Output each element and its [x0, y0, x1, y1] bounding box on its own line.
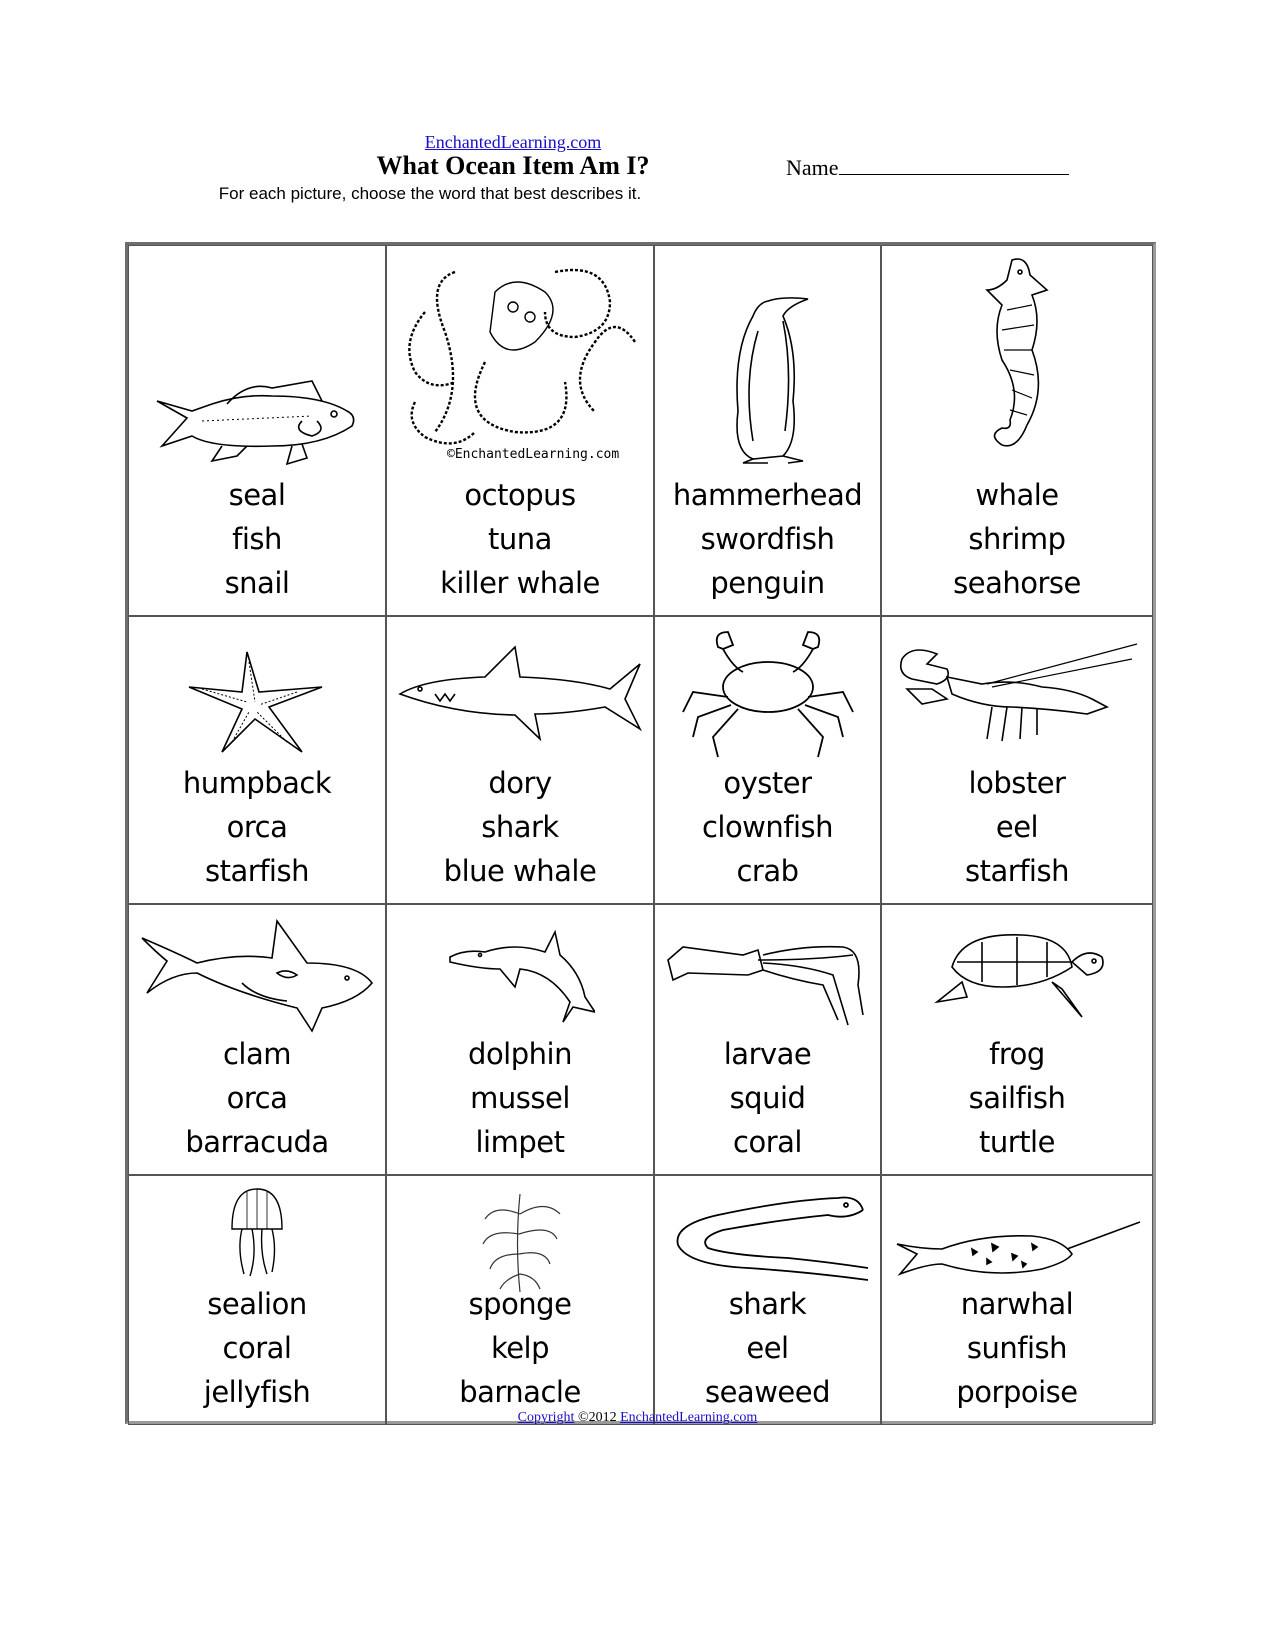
choice-word[interactable]: coral [222, 1331, 292, 1365]
choice-word[interactable]: seahorse [953, 566, 1081, 600]
grid-cell-dolphin [386, 904, 654, 1175]
grid-cell-fish [128, 245, 386, 616]
name-field [786, 154, 1069, 181]
choice-word[interactable]: killer whale [440, 566, 600, 600]
choice-list [702, 761, 833, 893]
choice-word[interactable]: orca [226, 810, 288, 844]
choice-list [440, 473, 600, 605]
choice-word[interactable]: shark [481, 810, 559, 844]
lobster-icon [882, 639, 1152, 749]
eel-icon [655, 1190, 880, 1285]
choice-word[interactable]: oyster [723, 766, 812, 800]
choice-word[interactable]: whale [975, 478, 1059, 512]
grid-cell-lobster [881, 616, 1153, 904]
site-link[interactable]: EnchantedLearning.com [424, 132, 602, 152]
grid-cell-seahorse [881, 245, 1153, 616]
choice-word[interactable]: clownfish [701, 810, 834, 844]
choice-word[interactable]: narwhal [960, 1287, 1074, 1321]
choice-word[interactable]: dolphin [468, 1037, 572, 1071]
orca-icon [129, 913, 385, 1033]
choice-list [969, 1032, 1066, 1164]
choice-word[interactable]: barracuda [185, 1125, 329, 1159]
squid-icon [655, 935, 880, 1030]
grid-cell-squid [654, 904, 881, 1175]
choice-word[interactable]: orca [226, 1081, 288, 1115]
name-label: Name [786, 155, 839, 180]
choice-word[interactable]: clam [222, 1037, 291, 1071]
copyright-year: ©2012 [574, 1410, 621, 1425]
choice-word[interactable]: porpoise [956, 1375, 1078, 1409]
choice-list [956, 1282, 1077, 1414]
choice-list [185, 1032, 328, 1164]
choice-word[interactable]: turtle [979, 1125, 1055, 1159]
copyright-link[interactable]: Copyright [517, 1410, 575, 1425]
footer [0, 1410, 1275, 1426]
choice-list [965, 761, 1069, 893]
choice-word[interactable]: starfish [205, 854, 309, 888]
choice-list [225, 473, 290, 605]
choice-word[interactable]: eel [746, 1331, 789, 1365]
grid-cell-shark [386, 616, 654, 904]
choice-word[interactable]: seal [228, 478, 286, 512]
grid-cell-orca [128, 904, 386, 1175]
turtle-icon [882, 927, 1152, 1027]
choice-word[interactable]: coral [733, 1125, 802, 1159]
footer-site-link[interactable]: EnchantedLearning.com [620, 1410, 758, 1425]
grid-cell-eel [654, 1175, 881, 1425]
choice-list [953, 473, 1081, 605]
narwhal-icon [882, 1214, 1152, 1284]
choice-word[interactable]: penguin [710, 566, 825, 600]
choice-list [183, 761, 331, 893]
choice-word[interactable]: snail [224, 566, 290, 600]
choice-word[interactable]: seaweed [704, 1375, 831, 1409]
choice-word[interactable]: frog [989, 1037, 1045, 1071]
grid-cell-turtle [881, 904, 1153, 1175]
octopus-icon [387, 252, 653, 467]
choice-list [673, 473, 862, 605]
choice-word[interactable]: eel [995, 810, 1039, 844]
fish-icon [129, 376, 385, 466]
choice-word[interactable]: sunfish [966, 1331, 1068, 1365]
choice-word[interactable]: shark [728, 1287, 807, 1321]
choice-word[interactable]: limpet [475, 1125, 565, 1159]
choice-word[interactable]: mussel [470, 1081, 570, 1115]
crab-icon [655, 627, 880, 762]
choice-word[interactable]: hammerhead [672, 478, 863, 512]
choice-list [444, 761, 597, 893]
choice-word[interactable]: kelp [490, 1331, 550, 1365]
grid-cell-narwhal [881, 1175, 1153, 1425]
choice-word[interactable]: squid [729, 1081, 806, 1115]
choice-word[interactable]: fish [232, 522, 282, 556]
grid-cell-kelp [386, 1175, 654, 1425]
dolphin-icon [387, 927, 653, 1027]
choice-word[interactable]: crab [736, 854, 799, 888]
choice-word[interactable]: octopus [464, 478, 576, 512]
shark-icon [387, 639, 653, 749]
page-title: What Ocean Item Am I? [376, 151, 650, 180]
grid-cell-octopus [386, 245, 654, 616]
grid-cell-jellyfish [128, 1175, 386, 1425]
choice-word[interactable]: swordfish [700, 522, 835, 556]
choice-list [468, 1032, 572, 1164]
choice-word[interactable]: jellyfish [203, 1375, 311, 1409]
svg-text:©EnchantedLearning.com: ©EnchantedLearning.com [447, 447, 620, 462]
choice-list [705, 1282, 830, 1414]
instructions: For each picture, choose the word that best describes it. [218, 184, 642, 203]
choice-word[interactable]: larvae [723, 1037, 812, 1071]
penguin-icon [655, 291, 880, 466]
choice-word[interactable]: humpback [182, 766, 332, 800]
seahorse-icon [882, 250, 1152, 465]
choice-word[interactable]: lobster [968, 766, 1066, 800]
kelp-icon [387, 1184, 653, 1294]
choice-list [724, 1032, 812, 1164]
choice-word[interactable]: shrimp [968, 522, 1066, 556]
grid-cell-starfish [128, 616, 386, 904]
choice-word[interactable]: starfish [965, 854, 1069, 888]
choice-word[interactable]: tuna [488, 522, 552, 556]
choice-word[interactable]: blue whale [443, 854, 597, 888]
worksheet-grid [125, 242, 1156, 1424]
grid-cell-crab [654, 616, 881, 904]
grid-cell-penguin [654, 245, 881, 616]
name-blank-line [839, 154, 1069, 175]
choice-word[interactable]: sealion [207, 1287, 307, 1321]
starfish-icon [129, 647, 385, 757]
choice-word[interactable]: sailfish [968, 1081, 1066, 1115]
choice-word[interactable]: dory [488, 766, 552, 800]
choice-word[interactable]: sponge [468, 1287, 572, 1321]
jellyfish-icon [129, 1184, 385, 1279]
choice-list [204, 1282, 310, 1414]
choice-word[interactable]: barnacle [459, 1375, 581, 1409]
choice-list [459, 1282, 581, 1414]
